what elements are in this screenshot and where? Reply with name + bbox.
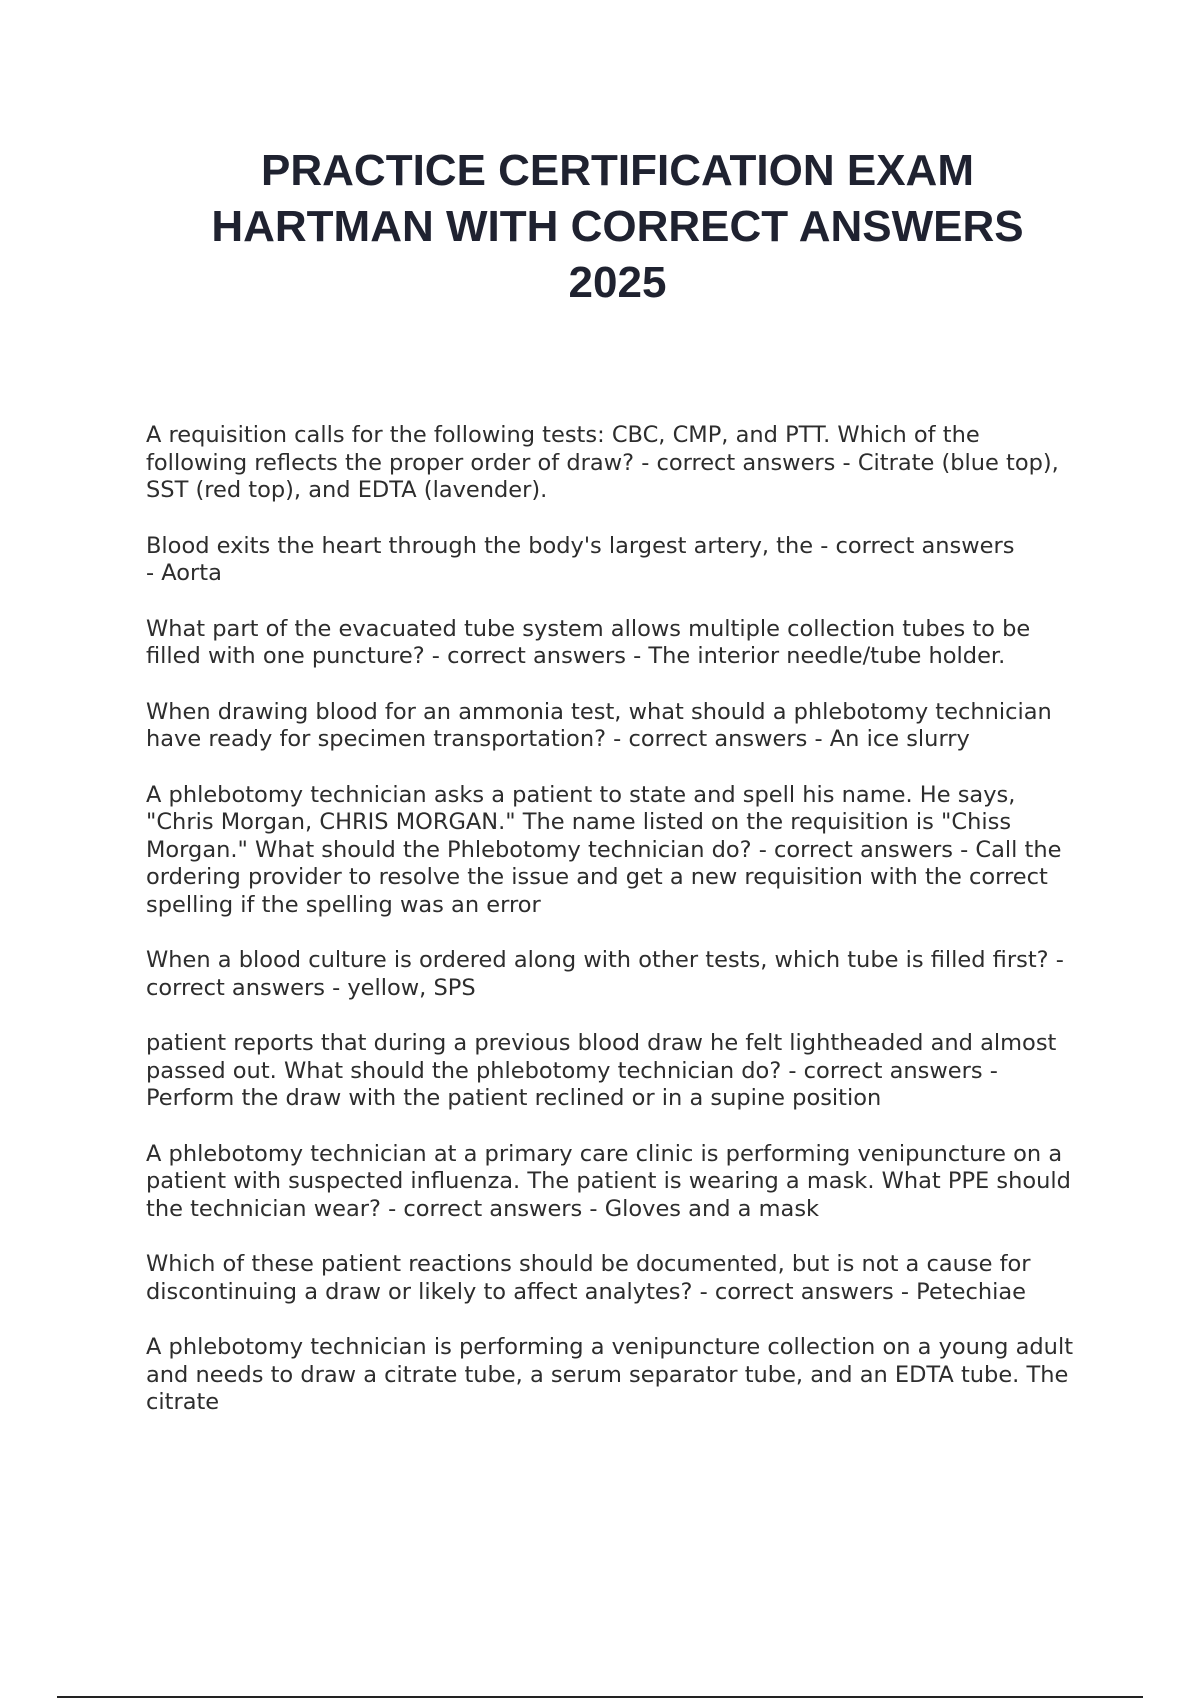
qa-item: Which of these patient reactions should be documented, but is not a cause for discontinuing a draw or likely to affect analytes? - correct answers - Petechiae xyxy=(146,1251,1031,1305)
qa-item: A phlebotomy technician at a primary care clinic is performing venipuncture on a patient with suspected influenza. The patient is wearing a mask. What PPE should the technician wear? - correct answers - Gloves and a mask xyxy=(146,1140,1071,1222)
question-answer-list xyxy=(146,422,1086,1445)
document-title xyxy=(120,143,1115,311)
qa-item: A phlebotomy technician is performing a venipuncture collection on a young adult and needs to draw a citrate tube, a serum separator tube, and an EDTA tube. The citrate xyxy=(146,1334,1074,1415)
qa-item: A phlebotomy technician asks a patient to state and spell his name. He says, "Chris Morgan, CHRIS MORGAN." The name listed on the requisition is "Chiss Morgan." What should the Phlebotomy technician do? - correct answers - Call the ordering provider to resolve the issue and get a new requisition with the correct spelling if the spelling was an error xyxy=(146,781,1062,918)
footer-divider xyxy=(57,1696,1143,1698)
title-line: HARTMAN WITH CORRECT ANSWERS xyxy=(211,202,1024,251)
qa-item: When drawing blood for an ammonia test, what should a phlebotomy technician have ready for specimen transportation? - correct answers - An ice slurry xyxy=(146,698,1052,752)
qa-item: When a blood culture is ordered along with other tests, which tube is filled first? - correct answers - yellow, SPS xyxy=(146,947,1064,1001)
title-line: 2025 xyxy=(568,258,667,307)
qa-item: Blood exits the heart through the body's largest artery, the - correct answers - Aorta xyxy=(146,532,1015,586)
qa-item: patient reports that during a previous blood draw he felt lightheaded and almost passed out. What should the phlebotomy technician do? - correct answers - Perform the draw with the patient reclined or in a supine position xyxy=(146,1030,1057,1111)
title-line: PRACTICE CERTIFICATION EXAM xyxy=(261,146,974,195)
qa-item: A requisition calls for the following tests: CBC, CMP, and PTT. Which of the following reflects the proper order of draw? - correct answers - Citrate (blue top), SST (red top), and EDTA (lavender). xyxy=(146,422,1059,503)
qa-item: What part of the evacuated tube system allows multiple collection tubes to be filled with one puncture? - correct answers - The interior needle/tube holder. xyxy=(146,615,1031,669)
